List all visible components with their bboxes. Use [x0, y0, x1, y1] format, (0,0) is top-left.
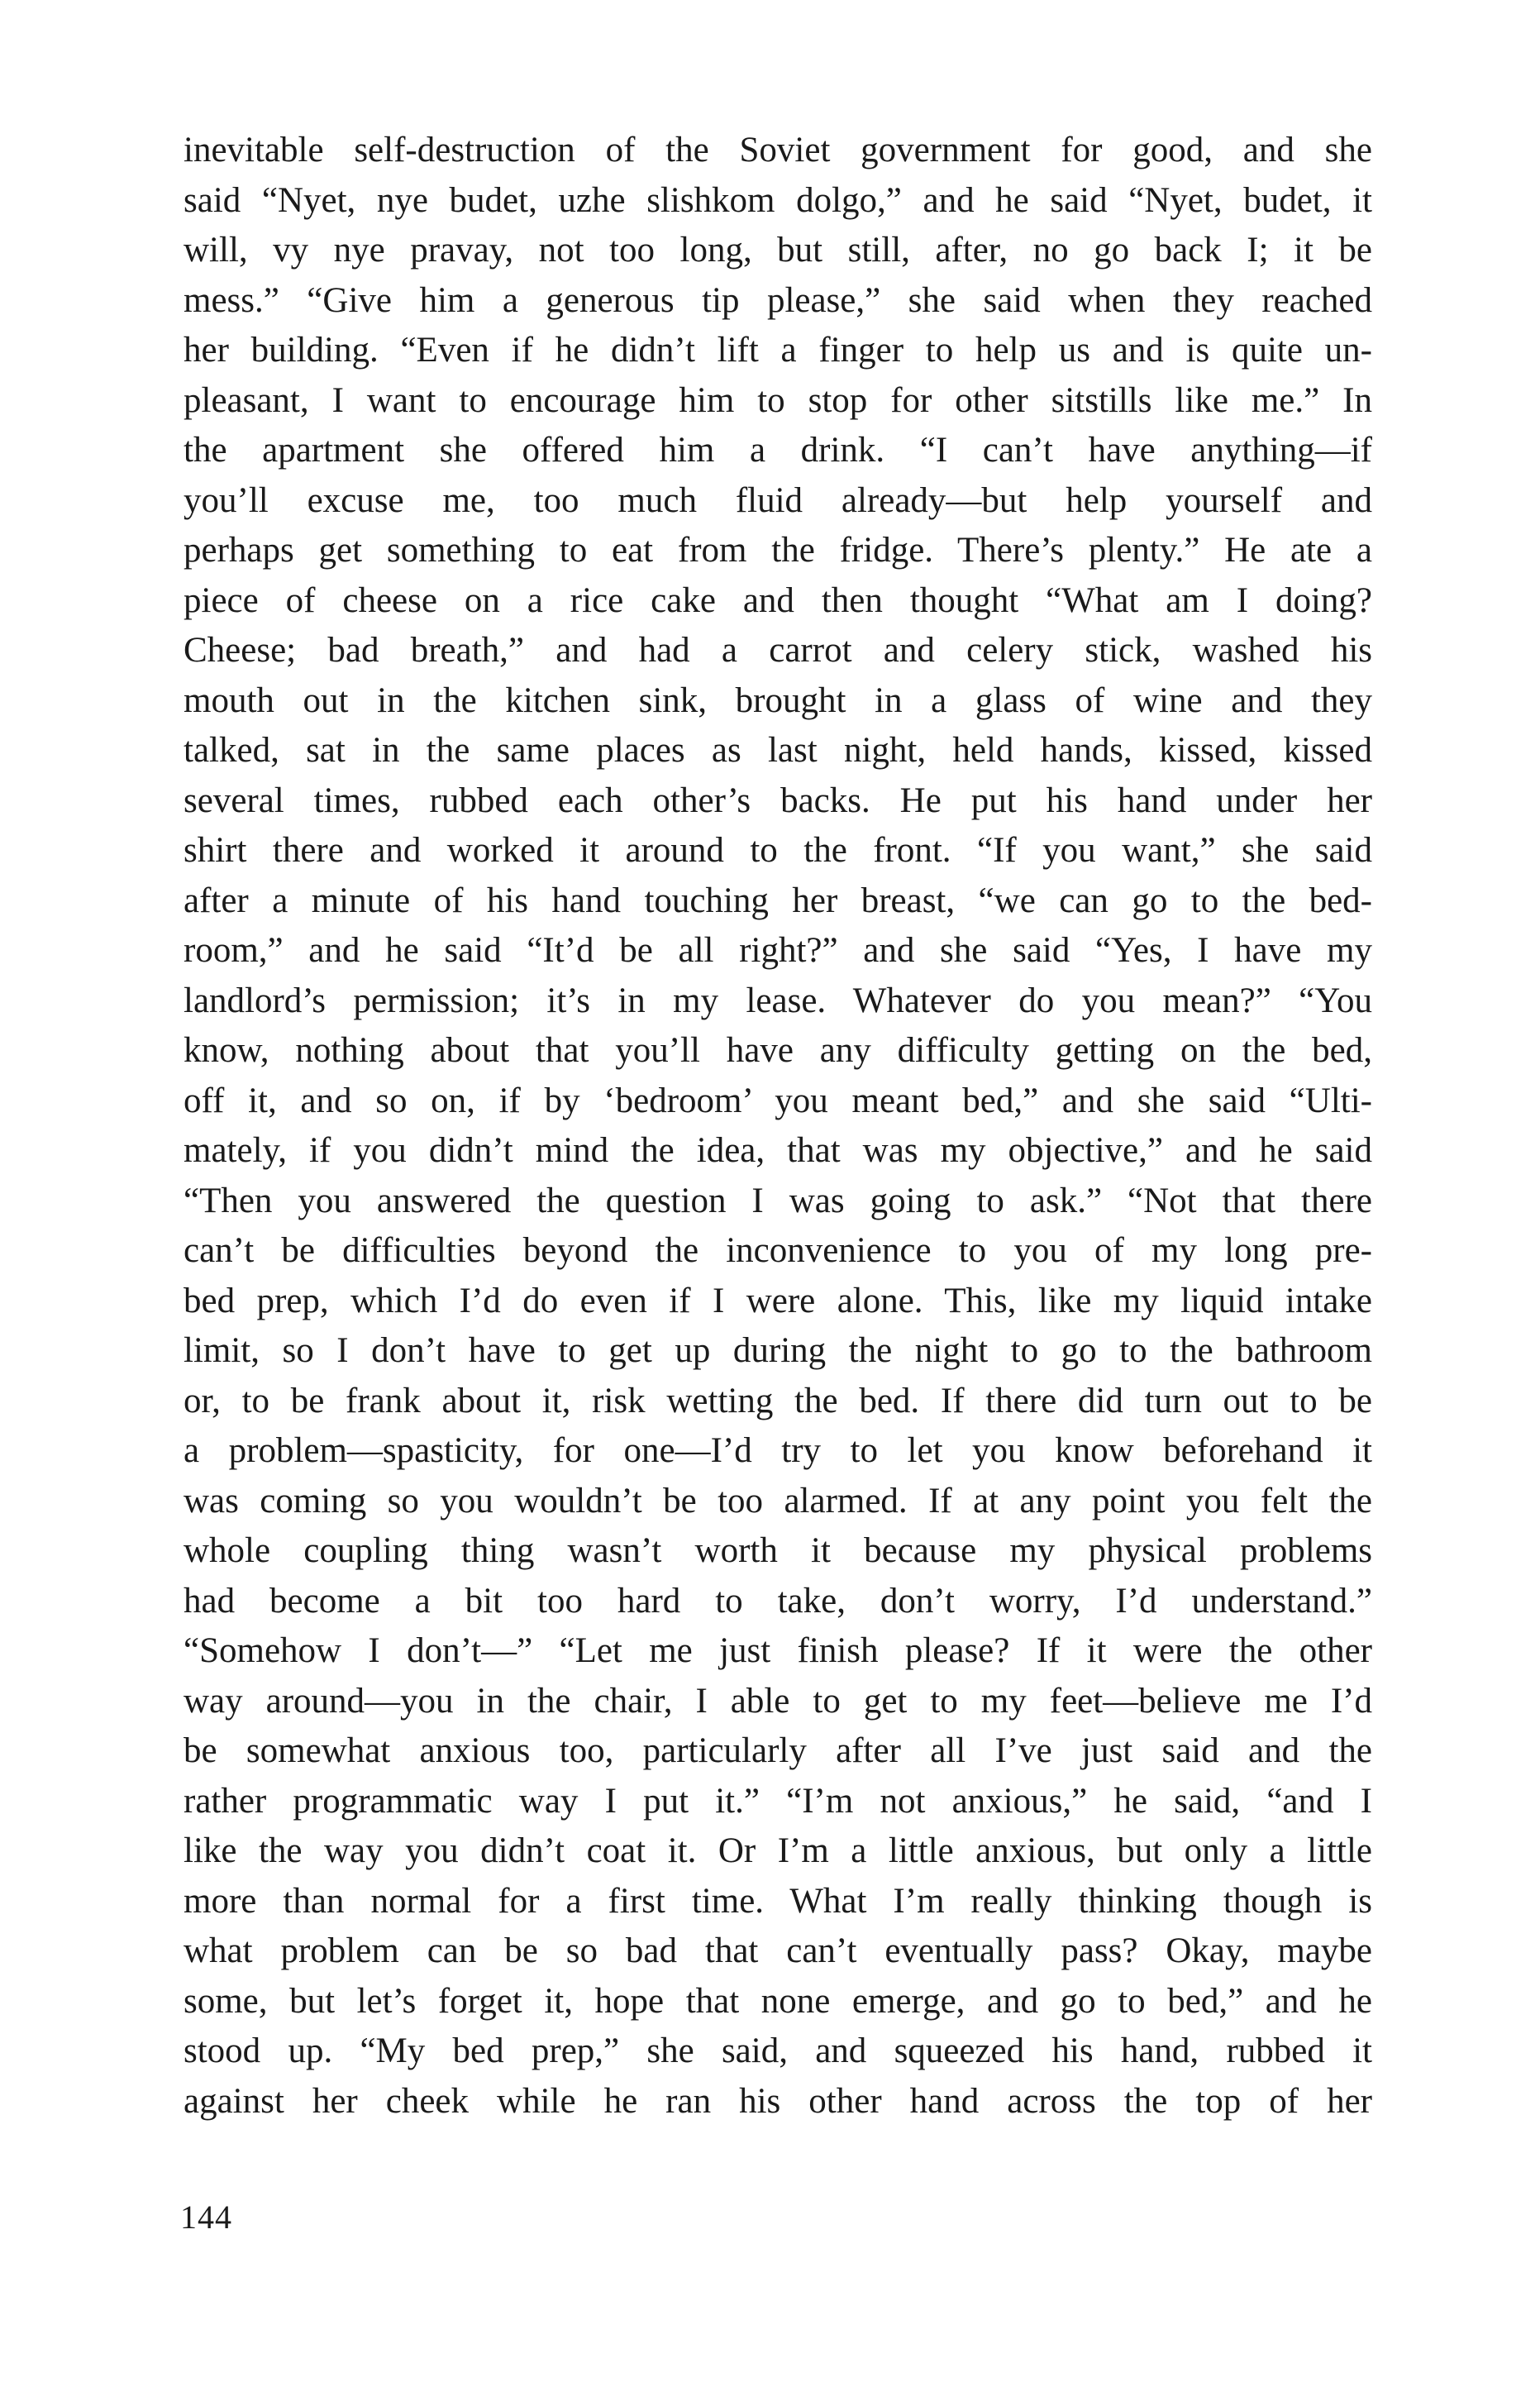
text-line: talked, sat in the same places as last night, held hands, kissed, kissed	[184, 731, 1372, 770]
text-line: against her cheek while he ran his other hand across the top of her	[184, 2081, 1372, 2121]
text-line: way around—you in the chair, I able to get to my feet—believe me I’d	[184, 1681, 1372, 1721]
text-line: will, vy nye pravay, not too long, but still, after, no go back I; it be	[184, 231, 1372, 270]
text-line: more than normal for a first time. What I’m really thinking though is	[184, 1881, 1372, 1921]
text-line: room,” and he said “It’d be all right?” and she said “Yes, I have my	[184, 931, 1372, 970]
text-line: had become a bit too hard to take, don’t worry, I’d understand.”	[184, 1581, 1372, 1621]
text-line: limit, so I don’t have to get up during the night to go to the bathroom	[184, 1331, 1372, 1370]
text-line: can’t be difficulties beyond the inconvenience to you of my long pre-	[184, 1231, 1372, 1270]
text-line: what problem can be so bad that can’t eventually pass? Okay, maybe	[184, 1931, 1372, 1970]
text-line: shirt there and worked it around to the front. “If you want,” she said	[184, 831, 1372, 870]
text-line: pleasant, I want to encourage him to stop for other sitstills like me.” In	[184, 380, 1372, 420]
text-line: whole coupling thing wasn’t worth it because my physical problems	[184, 1531, 1372, 1570]
text-line: or, to be frank about it, risk wetting the bed. If there did turn out to be	[184, 1381, 1372, 1420]
text-line: was coming so you wouldn’t be too alarmed. If at any point you felt the	[184, 1481, 1372, 1520]
page-number: 144	[180, 2198, 232, 2236]
text-line: after a minute of his hand touching her breast, “we can go to the bed-	[184, 881, 1372, 920]
text-line: “Somehow I don’t—” “Let me just finish please? If it were the other	[184, 1631, 1372, 1670]
text-line: her building. “Even if he didn’t lift a finger to help us and is quite un-	[184, 331, 1372, 370]
text-line: perhaps get something to eat from the fridge. There’s plenty.” He ate a	[184, 531, 1372, 570]
text-line: said “Nyet, nye budet, uzhe slishkom dolgo,” and he said “Nyet, budet, it	[184, 180, 1372, 220]
text-line: you’ll excuse me, too much fluid already—but help yourself and	[184, 480, 1372, 520]
body-text	[184, 126, 1372, 2127]
text-line: mately, if you didn’t mind the idea, that was my objective,” and he said	[184, 1131, 1372, 1170]
text-line: bed prep, which I’d do even if I were alone. This, like my liquid intake	[184, 1281, 1372, 1320]
text-line: off it, and so on, if by ‘bedroom’ you meant bed,” and she said “Ulti-	[184, 1081, 1372, 1120]
text-line: piece of cheese on a rice cake and then thought “What am I doing?	[184, 580, 1372, 620]
text-line: several times, rubbed each other’s backs. He put his hand under her	[184, 781, 1372, 820]
text-line: a problem—spasticity, for one—I’d try to let you know beforehand it	[184, 1431, 1372, 1470]
text-line: mess.” “Give him a generous tip please,” she said when they reached	[184, 280, 1372, 320]
text-line: know, nothing about that you’ll have any difficulty getting on the bed,	[184, 1031, 1372, 1070]
text-line: rather programmatic way I put it.” “I’m not anxious,” he said, “and I	[184, 1781, 1372, 1821]
text-line: be somewhat anxious too, particularly after all I’ve just said and the	[184, 1731, 1372, 1770]
text-line: inevitable self-destruction of the Soviet government for good, and she	[184, 131, 1372, 169]
text-line: Cheese; bad breath,” and had a carrot and celery stick, washed his	[184, 631, 1372, 670]
text-line: stood up. “My bed prep,” she said, and squeezed his hand, rubbed it	[184, 2031, 1372, 2070]
text-line: “Then you answered the question I was going to ask.” “Not that there	[184, 1181, 1372, 1220]
text-line: landlord’s permission; it’s in my lease. Whatever do you mean?” “You	[184, 981, 1372, 1020]
text-line: like the way you didn’t coat it. Or I’m a little anxious, but only a little	[184, 1831, 1372, 1870]
text-line: the apartment she offered him a drink. “I can’t have anything—if	[184, 431, 1372, 470]
text-line: mouth out in the kitchen sink, brought in a glass of wine and they	[184, 680, 1372, 720]
text-line: some, but let’s forget it, hope that none emerge, and go to bed,” and he	[184, 1981, 1372, 2021]
